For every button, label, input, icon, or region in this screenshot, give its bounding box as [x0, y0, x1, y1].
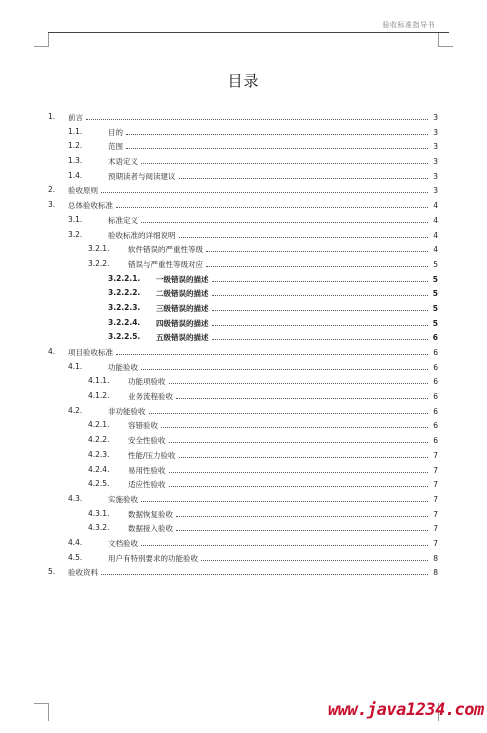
crop-mark-top-right-h — [438, 46, 453, 47]
toc-entry[interactable] — [48, 360, 438, 375]
toc-dot-leader — [212, 316, 429, 326]
toc-entry[interactable] — [48, 345, 438, 360]
watermark: www.java1234.com — [328, 700, 484, 720]
toc-entry[interactable] — [48, 286, 438, 301]
toc-entry-number: 4.2.3. — [88, 449, 110, 459]
toc-dot-leader — [141, 492, 428, 502]
toc-entry-page: 5 — [433, 259, 438, 269]
toc-entry-label: 项目验收标准 — [68, 346, 114, 361]
toc-dot-leader — [179, 169, 429, 179]
toc-entry[interactable] — [48, 139, 438, 154]
toc-entry[interactable] — [48, 301, 438, 316]
toc-entry[interactable] — [48, 492, 438, 507]
toc-entry-label: 适应性验收 — [128, 478, 167, 493]
toc-entry-number: 5. — [48, 567, 56, 577]
toc-dot-leader — [141, 360, 428, 370]
toc-dot-leader — [126, 125, 428, 135]
toc-entry[interactable] — [48, 198, 438, 213]
toc-entry-label: 数据恢复验收 — [128, 508, 174, 523]
toc-entry-label: 功能验收 — [108, 361, 139, 376]
toc-entry[interactable] — [48, 433, 438, 448]
toc-entry[interactable] — [48, 418, 438, 433]
toc-dot-leader — [206, 242, 428, 252]
toc-entry-label: 五级错误的描述 — [156, 331, 210, 346]
toc-entry-page: 5 — [432, 318, 438, 328]
toc-entry-number: 2. — [48, 185, 56, 195]
toc-entry-label: 二级错误的描述 — [156, 287, 210, 302]
toc-entry[interactable] — [48, 521, 438, 536]
toc-entry-label: 验收原则 — [68, 184, 99, 199]
toc-entry[interactable] — [48, 110, 438, 125]
toc-dot-leader — [86, 110, 428, 120]
toc-dot-leader — [212, 330, 429, 340]
crop-mark-top-left-v — [48, 33, 49, 47]
toc-entry-number: 4.2. — [68, 405, 83, 415]
toc-entry-number: 3.2. — [68, 229, 83, 239]
toc-dot-leader — [212, 301, 429, 311]
toc-entry-page: 6 — [433, 406, 438, 416]
toc-entry-label: 易用性验收 — [128, 464, 167, 479]
toc-entry-label: 目的 — [108, 126, 124, 141]
toc-entry-label: 安全性验收 — [128, 434, 167, 449]
toc-entry-label: 容错验收 — [128, 419, 159, 434]
toc-entry-label: 标准定义 — [108, 214, 139, 229]
toc-entry-number: 3.2.2. — [88, 258, 110, 268]
toc-entry-number: 4.2.4. — [88, 464, 110, 474]
toc-entry[interactable] — [48, 404, 438, 419]
toc-entry-label: 三级错误的描述 — [156, 302, 210, 317]
toc-dot-leader — [101, 183, 428, 193]
toc-entry-page: 6 — [433, 348, 438, 357]
toc-entry-page: 7 — [433, 450, 438, 460]
toc-entry-label: 前言 — [68, 111, 84, 126]
toc-entry[interactable] — [48, 551, 438, 566]
toc-dot-leader — [169, 433, 429, 443]
toc-entry-number: 3.1. — [68, 214, 83, 224]
toc-dot-leader — [141, 154, 428, 164]
toc-entry-label: 功能项验收 — [128, 375, 167, 390]
toc-entry[interactable] — [48, 330, 438, 345]
toc-dot-leader — [179, 228, 429, 238]
toc-dot-leader — [116, 345, 428, 355]
toc-entry-number: 1.4. — [68, 170, 83, 180]
toc-entry-label: 术语定义 — [108, 155, 139, 170]
toc-entry-number: 4. — [48, 347, 56, 356]
toc-entry-page: 7 — [433, 509, 438, 519]
toc-entry-label: 范围 — [108, 140, 124, 155]
crop-mark-top-left-h — [34, 46, 49, 47]
toc-entry-page: 3 — [433, 142, 438, 152]
toc-entry-label: 用户有特别要求的功能验收 — [108, 552, 199, 567]
toc-entry-page: 5 — [432, 303, 438, 313]
toc-entry-page: 4 — [433, 245, 438, 255]
toc-entry-number: 4.1.2. — [88, 391, 110, 401]
toc-dot-leader — [212, 286, 429, 296]
toc-entry-number: 3.2.2.4. — [108, 317, 141, 327]
toc-entry[interactable] — [48, 183, 438, 198]
toc-entry[interactable] — [48, 169, 438, 184]
toc-dot-leader — [201, 551, 428, 561]
toc-entry[interactable] — [48, 477, 438, 492]
toc-entry-label: 业务流程验收 — [128, 390, 174, 405]
toc-entry-page: 4 — [433, 230, 438, 240]
toc-entry-label: 性能/压力验收 — [128, 449, 177, 464]
toc-dot-leader — [169, 477, 429, 487]
toc-entry-label: 总体验收标准 — [68, 199, 114, 214]
table-of-contents — [48, 110, 438, 580]
toc-entry-label: 文档验收 — [108, 537, 139, 552]
toc-entry-label: 预期读者与阅读建议 — [108, 170, 177, 185]
toc-entry-label: 数据接入验收 — [128, 522, 174, 537]
toc-entry[interactable] — [48, 316, 438, 331]
toc-entry-number: 3.2.2.2. — [108, 288, 141, 298]
toc-dot-leader — [212, 272, 429, 282]
toc-entry-page: 3 — [433, 171, 438, 181]
toc-entry-number: 1.2. — [68, 141, 83, 151]
toc-title: 目录 — [227, 72, 260, 90]
toc-entry[interactable] — [48, 272, 438, 287]
toc-entry-number: 4.1. — [68, 361, 83, 371]
toc-entry-number: 4.5. — [68, 552, 83, 562]
toc-entry[interactable] — [48, 565, 438, 580]
toc-entry-number: 3.2.2.1. — [108, 273, 141, 283]
toc-entry[interactable] — [48, 536, 438, 551]
toc-entry-number: 3.2.2.3. — [108, 302, 141, 312]
toc-entry-page: 8 — [433, 568, 438, 578]
toc-entry[interactable] — [48, 228, 438, 243]
toc-entry[interactable] — [48, 374, 438, 389]
toc-entry[interactable] — [48, 242, 438, 257]
toc-entry-label: 非功能验收 — [108, 405, 147, 420]
toc-entry-page: 3 — [433, 127, 438, 137]
toc-entry-page: 6 — [433, 362, 438, 372]
toc-entry-label: 软件错误的严重性等级 — [128, 243, 204, 258]
toc-entry-page: 5 — [432, 289, 438, 299]
toc-entry-number: 3. — [48, 200, 56, 210]
toc-entry-label: 验收资料 — [68, 566, 99, 581]
toc-entry-number: 4.1.1. — [88, 376, 110, 386]
toc-entry[interactable] — [48, 507, 438, 522]
toc-dot-leader — [176, 507, 428, 517]
toc-entry[interactable] — [48, 463, 438, 478]
toc-entry-number: 4.2.1. — [88, 420, 110, 430]
toc-dot-leader — [206, 257, 428, 267]
toc-entry[interactable] — [48, 448, 438, 463]
toc-entry[interactable] — [48, 125, 438, 140]
header-rule — [48, 32, 449, 33]
toc-entry-page: 8 — [433, 553, 438, 563]
toc-entry[interactable] — [48, 389, 438, 404]
toc-entry-page: 6 — [433, 436, 438, 446]
crop-mark-bottom-left-v — [48, 703, 49, 721]
toc-entry-page: 3 — [433, 113, 438, 122]
toc-dot-leader — [149, 404, 429, 414]
toc-dot-leader — [126, 139, 428, 149]
toc-entry-number: 4.3.1. — [88, 508, 110, 518]
toc-entry-number: 1. — [48, 112, 56, 121]
toc-entry-page: 5 — [432, 274, 438, 284]
toc-dot-leader — [141, 213, 428, 223]
toc-entry-number: 3.2.2.5. — [108, 332, 141, 342]
toc-entry-label: 错误与严重性等级对应 — [128, 258, 204, 273]
toc-dot-leader — [161, 418, 428, 428]
toc-entry-page: 3 — [433, 186, 438, 196]
toc-entry-page: 6 — [432, 333, 438, 343]
toc-entry-label: 验收标准的详细说明 — [108, 229, 177, 244]
toc-dot-leader — [116, 198, 428, 208]
toc-entry-number: 4.4. — [68, 537, 83, 547]
toc-entry-page: 7 — [433, 524, 438, 534]
toc-entry[interactable] — [48, 257, 438, 272]
toc-dot-leader — [101, 565, 428, 575]
crop-mark-bottom-left-h — [34, 703, 49, 704]
crop-mark-top-right-v — [438, 33, 439, 47]
toc-entry[interactable] — [48, 154, 438, 169]
toc-entry-page: 7 — [433, 494, 438, 504]
toc-entry-number: 4.3. — [68, 493, 83, 503]
toc-dot-leader — [169, 374, 429, 384]
page-header: 验收标准指导书 — [382, 21, 435, 29]
toc-entry-number: 4.2.5. — [88, 479, 110, 489]
toc-dot-leader — [169, 463, 429, 473]
toc-entry-page: 3 — [433, 157, 438, 167]
toc-entry-page: 7 — [433, 465, 438, 475]
toc-entry-page: 6 — [433, 392, 438, 402]
toc-entry-number: 1.3. — [68, 156, 83, 166]
toc-dot-leader — [176, 389, 428, 399]
toc-entry-page: 6 — [433, 421, 438, 431]
toc-entry-page: 4 — [433, 201, 438, 211]
toc-entry-page: 4 — [433, 215, 438, 225]
toc-entry-page: 7 — [433, 480, 438, 490]
toc-dot-leader — [176, 521, 428, 531]
toc-entry-number: 1.1. — [68, 126, 83, 136]
toc-entry-page: 6 — [433, 377, 438, 387]
toc-entry-page: 7 — [433, 538, 438, 548]
toc-entry-number: 3.2.1. — [88, 244, 110, 254]
toc-entry-number: 4.3.2. — [88, 523, 110, 533]
toc-entry[interactable] — [48, 213, 438, 228]
toc-entry-label: 一级错误的描述 — [156, 273, 210, 288]
toc-entry-number: 4.2.2. — [88, 435, 110, 445]
toc-entry-label: 四级错误的描述 — [156, 317, 210, 332]
toc-entry-label: 实施验收 — [108, 493, 139, 508]
toc-dot-leader — [141, 536, 428, 546]
toc-dot-leader — [179, 448, 428, 458]
